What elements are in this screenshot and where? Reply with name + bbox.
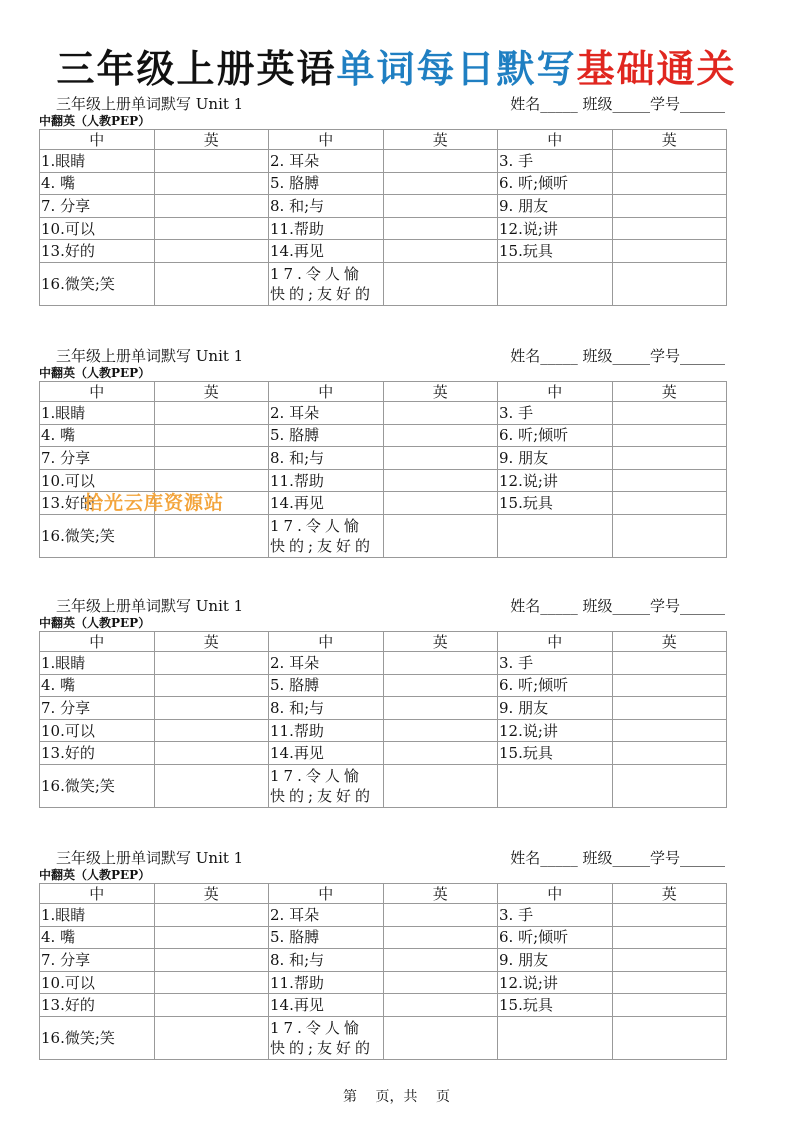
table-row [40,402,727,425]
word-cell: 9. 朋友 [498,195,613,218]
answer-cell[interactable] [612,424,727,447]
word-cell: 9. 朋友 [498,697,613,720]
answer-cell[interactable] [154,195,269,218]
word-cell: 1.眼睛 [40,904,155,927]
answer-cell[interactable] [154,764,269,807]
answer-cell[interactable] [383,971,498,994]
word-cell: 13.好的 [40,994,155,1017]
answer-cell[interactable] [383,949,498,972]
word-cell: 14.再见 [269,742,384,765]
word-cell: 3. 手 [498,402,613,425]
vocab-table [39,129,727,306]
table-header-row [40,130,727,150]
section-heading: 三年级上册单词默写 Unit 1 [56,849,244,867]
section-header [39,847,729,867]
section-header [39,93,729,113]
answer-cell[interactable] [612,217,727,240]
column-header: 中 [498,382,613,402]
word-cell: 10.可以 [40,469,155,492]
answer-cell[interactable] [154,697,269,720]
answer-cell[interactable] [383,742,498,765]
word-cell: 12.说;讲 [498,719,613,742]
answer-cell[interactable] [154,402,269,425]
word-cell: 11.帮助 [269,469,384,492]
answer-cell[interactable] [612,492,727,515]
worksheet-section-2 [39,345,729,558]
answer-cell[interactable] [383,447,498,470]
word-cell: 7. 分享 [40,949,155,972]
word-cell: 13.好的 [40,240,155,263]
answer-cell[interactable] [612,172,727,195]
column-header: 英 [612,130,727,150]
title-part-1: 三年级上册英语 [56,47,337,91]
table-row [40,697,727,720]
word-cell: 7. 分享 [40,447,155,470]
word-cell: 17.令人愉快的;友好的 [269,514,384,557]
worksheet-section-4 [39,847,729,1060]
answer-cell[interactable] [383,150,498,173]
answer-cell[interactable] [612,240,727,263]
answer-cell[interactable] [612,195,727,218]
word-cell: 5. 胳膊 [269,926,384,949]
column-header: 中 [40,884,155,904]
column-header: 英 [154,130,269,150]
section-subheading: 中翻英（人教PEP） [39,366,151,380]
word-cell: 14.再见 [269,492,384,515]
word-cell: 3. 手 [498,904,613,927]
column-header: 中 [498,884,613,904]
table-row [40,424,727,447]
student-info-fields: 姓名_____ 班级_____学号______ [510,95,725,113]
answer-cell[interactable] [154,240,269,263]
table-row [40,262,727,305]
empty-cell [612,514,727,557]
answer-cell[interactable] [154,971,269,994]
word-cell: 3. 手 [498,652,613,675]
word-cell: 8. 和;与 [269,949,384,972]
vocab-table [39,631,727,808]
word-cell: 3. 手 [498,150,613,173]
answer-cell[interactable] [154,994,269,1017]
page-footer: 第 页，共 页 [343,1089,450,1105]
word-cell: 10.可以 [40,719,155,742]
word-cell: 5. 胳膊 [269,172,384,195]
section-subheading: 中翻英（人教PEP） [39,616,151,630]
table-row [40,172,727,195]
table-row [40,904,727,927]
word-cell: 2. 耳朵 [269,150,384,173]
empty-cell [498,514,613,557]
answer-cell[interactable] [383,764,498,807]
word-cell: 12.说;讲 [498,971,613,994]
word-cell: 14.再见 [269,994,384,1017]
column-header: 英 [154,632,269,652]
column-header: 英 [383,130,498,150]
answer-cell[interactable] [383,697,498,720]
answer-cell[interactable] [612,926,727,949]
table-row [40,514,727,557]
answer-cell[interactable] [383,262,498,305]
word-cell: 6. 听;倾听 [498,926,613,949]
vocab-table [39,883,727,1060]
section-heading: 三年级上册单词默写 Unit 1 [56,597,244,615]
answer-cell[interactable] [383,240,498,263]
column-header: 中 [269,130,384,150]
table-row [40,447,727,470]
word-cell: 7. 分享 [40,195,155,218]
table-row [40,195,727,218]
column-header: 英 [154,382,269,402]
column-header: 英 [612,632,727,652]
answer-cell[interactable] [154,1016,269,1059]
word-cell: 5. 胳膊 [269,424,384,447]
empty-cell [612,1016,727,1059]
answer-cell[interactable] [612,904,727,927]
table-row [40,971,727,994]
table-header-row [40,382,727,402]
word-cell: 6. 听;倾听 [498,172,613,195]
column-header: 英 [612,382,727,402]
answer-cell[interactable] [154,514,269,557]
answer-cell[interactable] [383,719,498,742]
section-header [39,595,729,615]
worksheet-section-3 [39,595,729,808]
student-info-fields: 姓名_____ 班级_____学号______ [510,597,725,615]
answer-cell[interactable] [612,447,727,470]
word-cell: 10.可以 [40,217,155,240]
word-cell: 7. 分享 [40,697,155,720]
word-cell: 8. 和;与 [269,697,384,720]
answer-cell[interactable] [612,652,727,675]
page-title [0,38,793,93]
answer-cell[interactable] [154,904,269,927]
answer-cell[interactable] [154,949,269,972]
title-part-3: 基础通关 [576,47,737,91]
word-cell: 10.可以 [40,971,155,994]
table-row [40,217,727,240]
empty-cell [612,764,727,807]
column-header: 中 [498,130,613,150]
answer-cell[interactable] [612,469,727,492]
word-cell: 15.玩具 [498,492,613,515]
student-info-fields: 姓名_____ 班级_____学号______ [510,849,725,867]
section-header [39,345,729,365]
answer-cell[interactable] [383,926,498,949]
table-header-row [40,884,727,904]
table-row [40,240,727,263]
answer-cell[interactable] [383,1016,498,1059]
answer-cell[interactable] [154,652,269,675]
answer-cell[interactable] [612,949,727,972]
answer-cell[interactable] [154,447,269,470]
answer-cell[interactable] [383,492,498,515]
answer-cell[interactable] [154,262,269,305]
word-cell: 1.眼睛 [40,402,155,425]
answer-cell[interactable] [612,674,727,697]
answer-cell[interactable] [154,150,269,173]
column-header: 英 [154,884,269,904]
table-row [40,764,727,807]
table-row [40,742,727,765]
answer-cell[interactable] [612,742,727,765]
word-cell: 2. 耳朵 [269,904,384,927]
word-cell: 13.好的 [40,492,155,515]
word-cell: 4. 嘴 [40,926,155,949]
table-row [40,949,727,972]
answer-cell[interactable] [154,674,269,697]
word-cell: 1.眼睛 [40,652,155,675]
answer-cell[interactable] [383,469,498,492]
word-cell: 15.玩具 [498,994,613,1017]
answer-cell[interactable] [383,402,498,425]
student-info-fields: 姓名_____ 班级_____学号______ [510,347,725,365]
table-row [40,994,727,1017]
answer-cell[interactable] [383,195,498,218]
word-cell: 8. 和;与 [269,195,384,218]
answer-cell[interactable] [383,674,498,697]
table-row [40,652,727,675]
word-cell: 15.玩具 [498,240,613,263]
word-cell: 6. 听;倾听 [498,674,613,697]
empty-cell [498,262,613,305]
answer-cell[interactable] [154,719,269,742]
word-cell: 12.说;讲 [498,217,613,240]
word-cell: 14.再见 [269,240,384,263]
answer-cell[interactable] [154,742,269,765]
word-cell: 16.微笑;笑 [40,764,155,807]
word-cell: 4. 嘴 [40,172,155,195]
answer-cell[interactable] [612,971,727,994]
section-subheading: 中翻英（人教PEP） [39,114,151,128]
column-header: 英 [383,382,498,402]
empty-cell [498,764,613,807]
word-cell: 9. 朋友 [498,949,613,972]
word-cell: 9. 朋友 [498,447,613,470]
section-heading: 三年级上册单词默写 Unit 1 [56,95,244,113]
word-cell: 4. 嘴 [40,674,155,697]
column-header: 中 [269,382,384,402]
column-header: 中 [40,632,155,652]
section-heading: 三年级上册单词默写 Unit 1 [56,347,244,365]
word-cell: 2. 耳朵 [269,652,384,675]
column-header: 中 [498,632,613,652]
section-subheading: 中翻英（人教PEP） [39,868,151,882]
answer-cell[interactable] [154,926,269,949]
answer-cell[interactable] [612,697,727,720]
word-cell: 12.说;讲 [498,469,613,492]
word-cell: 15.玩具 [498,742,613,765]
table-header-row [40,632,727,652]
word-cell: 17.令人愉快的;友好的 [269,262,384,305]
answer-cell[interactable] [612,402,727,425]
answer-cell[interactable] [154,424,269,447]
word-cell: 1.眼睛 [40,150,155,173]
column-header: 中 [40,130,155,150]
word-cell: 8. 和;与 [269,447,384,470]
table-row [40,1016,727,1059]
column-header: 英 [383,632,498,652]
word-cell: 5. 胳膊 [269,674,384,697]
answer-cell[interactable] [383,217,498,240]
answer-cell[interactable] [154,217,269,240]
column-header: 中 [269,884,384,904]
answer-cell[interactable] [383,994,498,1017]
word-cell: 17.令人愉快的;友好的 [269,764,384,807]
word-cell: 16.微笑;笑 [40,262,155,305]
word-cell: 11.帮助 [269,971,384,994]
word-cell: 2. 耳朵 [269,402,384,425]
empty-cell [612,262,727,305]
table-row [40,150,727,173]
word-cell: 4. 嘴 [40,424,155,447]
vocab-table [39,381,727,558]
table-row [40,719,727,742]
column-header: 中 [40,382,155,402]
word-cell: 6. 听;倾听 [498,424,613,447]
answer-cell[interactable] [612,150,727,173]
word-cell: 11.帮助 [269,217,384,240]
worksheet-section-1 [39,93,729,306]
answer-cell[interactable] [383,172,498,195]
table-row [40,926,727,949]
column-header: 中 [269,632,384,652]
word-cell: 13.好的 [40,742,155,765]
column-header: 英 [383,884,498,904]
answer-cell[interactable] [612,719,727,742]
word-cell: 16.微笑;笑 [40,514,155,557]
empty-cell [498,1016,613,1059]
table-row [40,674,727,697]
word-cell: 16.微笑;笑 [40,1016,155,1059]
word-cell: 17.令人愉快的;友好的 [269,1016,384,1059]
answer-cell[interactable] [383,652,498,675]
column-header: 英 [612,884,727,904]
watermark: 拾光云库资源站 [84,492,225,514]
answer-cell[interactable] [383,424,498,447]
answer-cell[interactable] [383,904,498,927]
answer-cell[interactable] [154,172,269,195]
word-cell: 11.帮助 [269,719,384,742]
title-part-2: 单词每日默写 [336,47,577,91]
answer-cell[interactable] [383,514,498,557]
answer-cell[interactable] [612,994,727,1017]
